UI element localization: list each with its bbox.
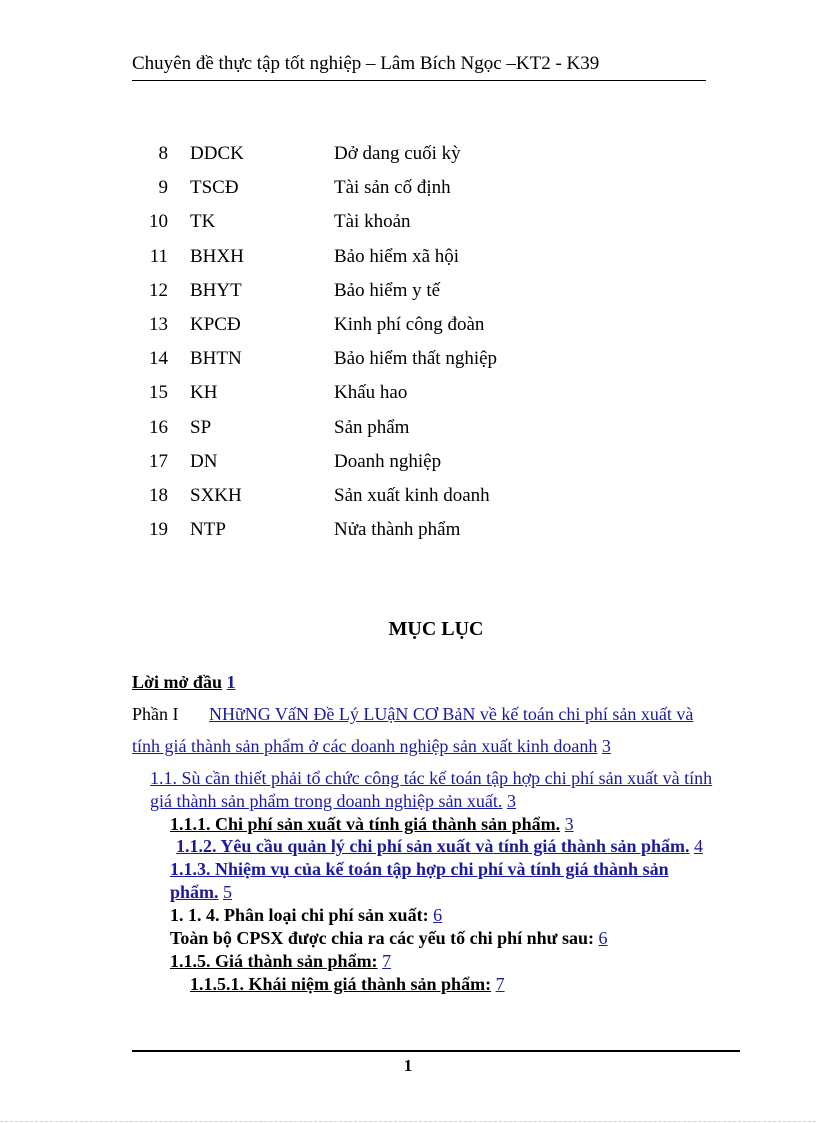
toc-entry-1-1-3-line2[interactable] [170, 881, 232, 903]
row-number: 9 [158, 177, 168, 199]
abbreviation-meaning: Dở dang cuối kỳ [334, 143, 461, 164]
toc-page-link[interactable]: 1 [226, 672, 236, 692]
row-number: 12 [149, 279, 168, 301]
toc-entry-label: 1. 1. 4. Phân loại chi phí sản xuất: [170, 905, 429, 925]
running-header [132, 52, 706, 81]
row-number: 8 [158, 143, 168, 164]
toc-page-link[interactable]: 3 [564, 814, 574, 834]
toc-entry-label: Lời mở đầu [132, 672, 222, 692]
toc-entry-1-1-1[interactable] [170, 813, 574, 835]
toc-part-title[interactable]: NHữNG VấN Đề Lý LUậN CƠ BảN về kế toán chi phí sản xuất và [209, 704, 694, 724]
toc-entry-label[interactable]: 1.1.3. Nhiệm vụ của kế toán tập hợp chi phí và tính giá thành sản [170, 859, 669, 879]
toc-entry-cpsx[interactable] [170, 927, 607, 949]
toc-entry-1-1-4[interactable] [170, 904, 442, 926]
toc-page-link[interactable]: 7 [382, 951, 392, 971]
abbreviation-meaning: Khấu hao [334, 382, 408, 404]
toc-entry-intro[interactable] [132, 671, 235, 693]
row-number: 13 [149, 313, 168, 335]
page-number: 1 [403, 1056, 413, 1075]
table-row [0, 210, 816, 244]
row-number: 11 [149, 245, 168, 267]
abbreviation: TSCĐ [190, 177, 239, 199]
abbreviation-meaning: Bảo hiểm thất nghiệp [334, 348, 498, 370]
abbreviation-meaning: Kinh phí công đoàn [334, 313, 485, 335]
abbreviation-meaning: Sản phẩm [334, 416, 410, 438]
toc-page-link[interactable]: 3 [601, 736, 611, 756]
abbreviation-meaning: Tài sản cố định [334, 177, 451, 199]
abbreviation: DN [190, 450, 218, 472]
row-number: 18 [149, 484, 168, 506]
toc-entry-part1-line1[interactable] [132, 703, 693, 725]
abbreviation-meaning: Nửa thành phẩm [334, 519, 461, 541]
toc-entry-label: 1.1.5. Giá thành sản phẩm: [170, 951, 378, 971]
toc-entry-label[interactable]: 1.1.2. Yêu cầu quản lý chi phí sản xuất và tính giá thành sản phẩm. [176, 836, 690, 856]
table-row [0, 484, 816, 518]
toc-entry-label-cont[interactable]: giá thành sản phẩm trong doanh nghiệp sản xuất. [150, 791, 503, 811]
toc-entry-label: 1.1.1. Chi phí sản xuất và tính giá thành sản phẩm. [170, 814, 561, 834]
toc-entry-label: 1.1.5.1. Khái niệm giá thành sản phẩm: [190, 974, 492, 994]
abbreviation-meaning: Bảo hiểm xã hội [334, 245, 460, 267]
toc-page-link[interactable]: 6 [433, 905, 443, 925]
row-number: 16 [149, 416, 168, 438]
table-row [0, 416, 816, 450]
toc-page-link[interactable]: 6 [598, 928, 608, 948]
toc-entry-1-1-line2[interactable] [150, 790, 516, 812]
toc-entry-1-1-5[interactable] [170, 950, 391, 972]
toc-entry-1-1-2[interactable] [176, 835, 703, 857]
table-row [0, 381, 816, 415]
toc-page-link[interactable]: 3 [506, 791, 516, 811]
table-row [0, 279, 816, 313]
abbreviation: KH [190, 382, 218, 404]
row-number: 15 [149, 382, 168, 404]
abbreviation: DDCK [190, 143, 244, 164]
abbreviation: SXKH [190, 484, 242, 506]
row-number: 14 [149, 348, 168, 370]
abbreviation: BHTN [190, 348, 242, 370]
header-text: Chuyên đề thực tập tốt nghiệp – Lâm Bích Ngọc –KT2 - K39 [132, 53, 600, 74]
toc-part-prefix: Phần I [132, 704, 179, 724]
toc-entry-label[interactable]: 1.1. Sù cần thiết phải tổ chức công tác kế toán tập hợp chi phí sản xuất và tính [150, 768, 713, 788]
toc-page-link[interactable]: 4 [693, 836, 703, 856]
toc-entry-label: Toàn bộ CPSX được chia ra các yếu tố chi phí như sau: [170, 928, 594, 948]
abbreviation-meaning: Doanh nghiệp [334, 450, 442, 472]
table-row [0, 450, 816, 484]
toc-entry-1-1-3-line1[interactable] [170, 858, 669, 880]
table-row [0, 313, 816, 347]
footer-divider [132, 1050, 740, 1052]
row-number: 10 [149, 211, 168, 233]
toc-entry-label-cont[interactable]: phẩm. [170, 882, 219, 902]
toc-page-link[interactable]: 7 [495, 974, 505, 994]
abbreviation: SP [190, 416, 212, 438]
table-row [0, 142, 816, 176]
table-row [0, 176, 816, 210]
page-break-divider [0, 1121, 816, 1122]
abbreviation: KPCĐ [190, 313, 241, 335]
table-row [0, 245, 816, 279]
abbreviation: BHYT [190, 279, 242, 301]
abbreviation-meaning: Bảo hiểm y tế [334, 279, 441, 301]
toc-title: MỤC LỤC [388, 618, 484, 640]
toc-entry-1-1-5-1[interactable] [190, 973, 505, 995]
abbreviation-table [0, 142, 816, 552]
abbreviation-meaning: Tài khoản [334, 211, 411, 233]
abbreviation: NTP [190, 519, 226, 541]
toc-entry-1-1-line1[interactable] [150, 767, 712, 789]
toc-part-title-cont[interactable]: tính giá thành sản phẩm ở các doanh nghiệp sản xuất kinh doanh [132, 736, 598, 756]
row-number: 19 [149, 519, 168, 541]
toc-page-link[interactable]: 5 [223, 882, 233, 902]
abbreviation: TK [190, 211, 216, 233]
table-row [0, 347, 816, 381]
toc-entry-part1-line2[interactable] [132, 735, 611, 757]
row-number: 17 [149, 450, 168, 472]
abbreviation: BHXH [190, 245, 244, 267]
table-row [0, 518, 816, 552]
abbreviation-meaning: Sản xuất kinh doanh [334, 484, 490, 506]
